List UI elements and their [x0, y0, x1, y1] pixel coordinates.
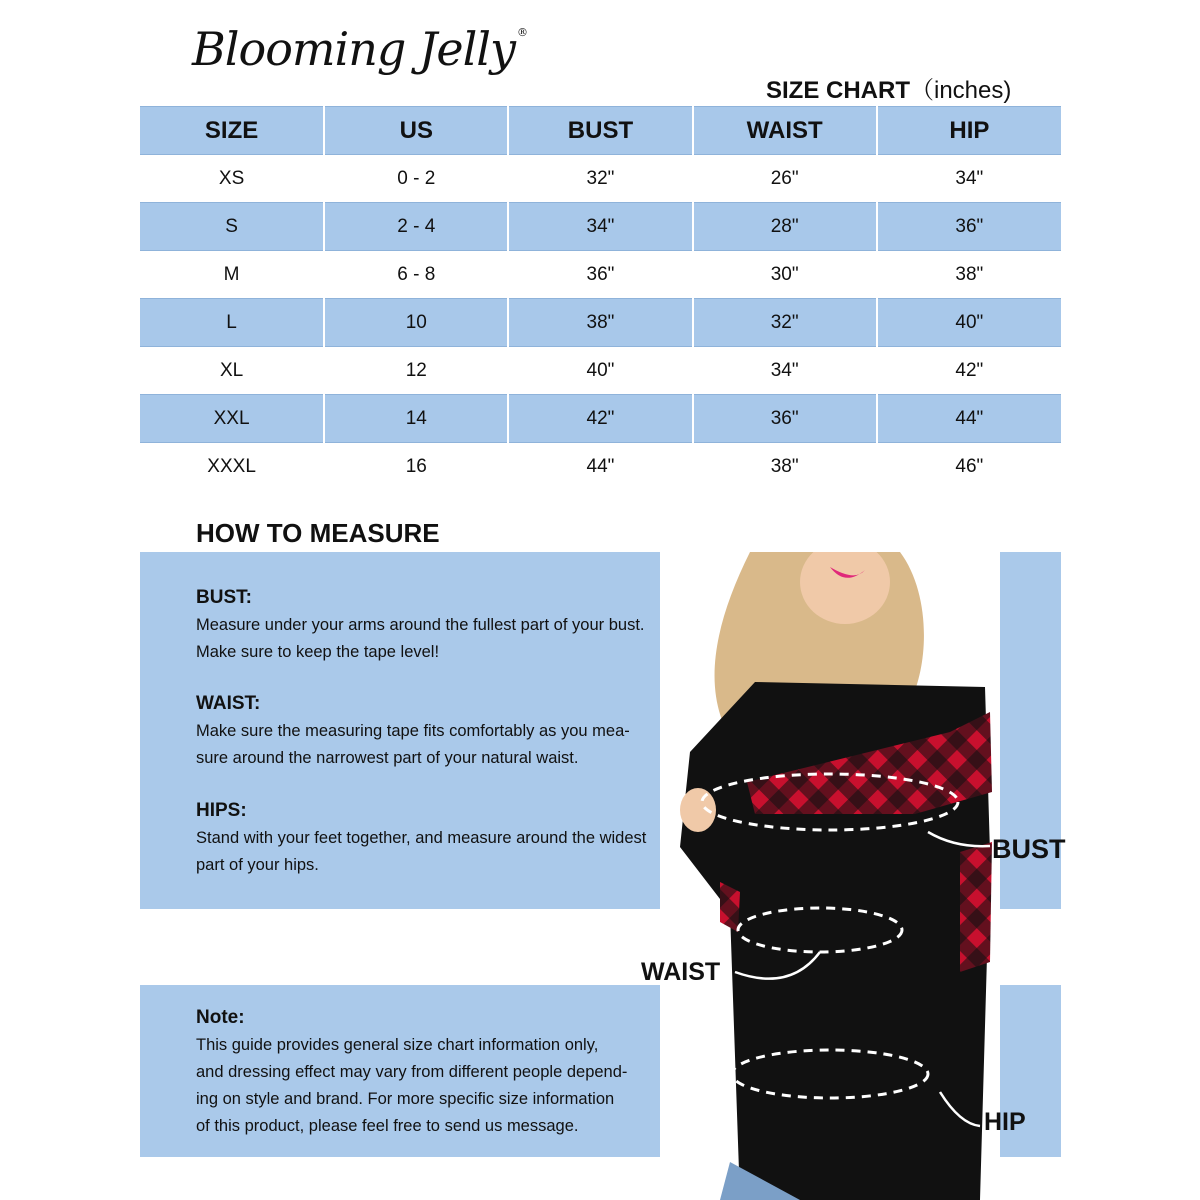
cell-size: XL	[219, 359, 244, 381]
cell-waist: 26"	[693, 155, 877, 203]
cell-us: 14	[324, 395, 508, 443]
cell-us: 0 - 2	[324, 155, 508, 203]
size-chart-title	[766, 70, 1011, 105]
waist-heading: WAIST:	[196, 693, 261, 714]
cell-bust: 38"	[508, 299, 692, 347]
cell-waist: 34"	[693, 347, 877, 395]
hips-instructions	[196, 799, 666, 879]
cell-size: XS	[218, 167, 245, 189]
size-table	[140, 106, 1061, 491]
cell-waist: 38"	[693, 443, 877, 491]
cell-bust: 34"	[508, 203, 692, 251]
cell-hip: 42"	[877, 347, 1061, 395]
bust-instructions	[196, 586, 666, 666]
cell-waist: 36"	[693, 395, 877, 443]
header-bust: BUST	[508, 107, 692, 155]
table-row	[140, 395, 1061, 443]
cell-hip: 40"	[877, 299, 1061, 347]
cell-us: 2 - 4	[324, 203, 508, 251]
waist-text: Make sure the measuring tape fits comfortably as you mea- sure around the narrowest part of your natural waist.	[196, 722, 630, 767]
size-chart-unit: （inches)	[910, 77, 1012, 104]
header-us: US	[324, 107, 508, 155]
plaid-panel-sleeve	[960, 842, 992, 972]
table-row	[140, 203, 1061, 251]
table-row	[140, 347, 1061, 395]
cell-size: XXL	[140, 395, 324, 443]
waist-instructions	[196, 692, 666, 772]
cell-waist: 28"	[693, 203, 877, 251]
bust-text: Measure under your arms around the fullest part of your bust. Make sure to keep the tape level!	[196, 616, 645, 661]
brand-logo: Blooming Jelly ®	[192, 22, 528, 76]
note-text: This guide provides general size chart information only, and dressing effect may vary from different people depend- ing on style and brand. For more specific size information of this product, please feel free to send us message.	[196, 1036, 628, 1135]
header-hip: HIP	[877, 107, 1061, 155]
bust-label: BUST	[992, 834, 1066, 864]
cell-waist: 30"	[693, 251, 877, 299]
cell-us: 10	[324, 299, 508, 347]
cell-size: S	[140, 203, 324, 251]
cell-hip: 36"	[877, 203, 1061, 251]
header-size: SIZE	[140, 107, 324, 155]
header-waist: WAIST	[693, 107, 877, 155]
hip-label: HIP	[984, 1108, 1026, 1136]
cell-bust: 44"	[508, 443, 692, 491]
cell-bust: 32"	[508, 155, 692, 203]
cell-hip: 44"	[877, 395, 1061, 443]
cell-hip: 34"	[877, 155, 1061, 203]
cell-us: 16	[324, 443, 508, 491]
cell-hip: 38"	[877, 251, 1061, 299]
model-photo	[660, 552, 1000, 1200]
cell-size: L	[140, 299, 324, 347]
waist-label: WAIST	[641, 958, 721, 986]
hand-shape	[680, 788, 716, 832]
table-row	[140, 443, 1061, 491]
size-table-header	[140, 107, 1061, 155]
cell-size: M	[223, 263, 240, 285]
hips-heading: HIPS:	[196, 800, 247, 821]
cell-us: 12	[324, 347, 508, 395]
cell-us: 6 - 8	[324, 251, 508, 299]
note-heading: Note:	[196, 1007, 245, 1028]
cell-bust: 40"	[508, 347, 692, 395]
cell-bust: 36"	[508, 251, 692, 299]
how-to-measure-title: HOW TO MEASURE	[196, 518, 440, 548]
hips-text: Stand with your feet together, and measure around the widest part of your hips.	[196, 829, 647, 874]
cell-hip: 46"	[877, 443, 1061, 491]
cell-bust: 42"	[508, 395, 692, 443]
note-block	[196, 1006, 666, 1140]
table-row	[140, 299, 1061, 347]
table-row	[140, 155, 1061, 203]
size-chart-heading: SIZE CHART	[766, 77, 910, 104]
cell-size: XXXL	[207, 455, 256, 477]
cell-waist: 32"	[693, 299, 877, 347]
table-row	[140, 251, 1061, 299]
bust-heading: BUST:	[196, 587, 252, 608]
